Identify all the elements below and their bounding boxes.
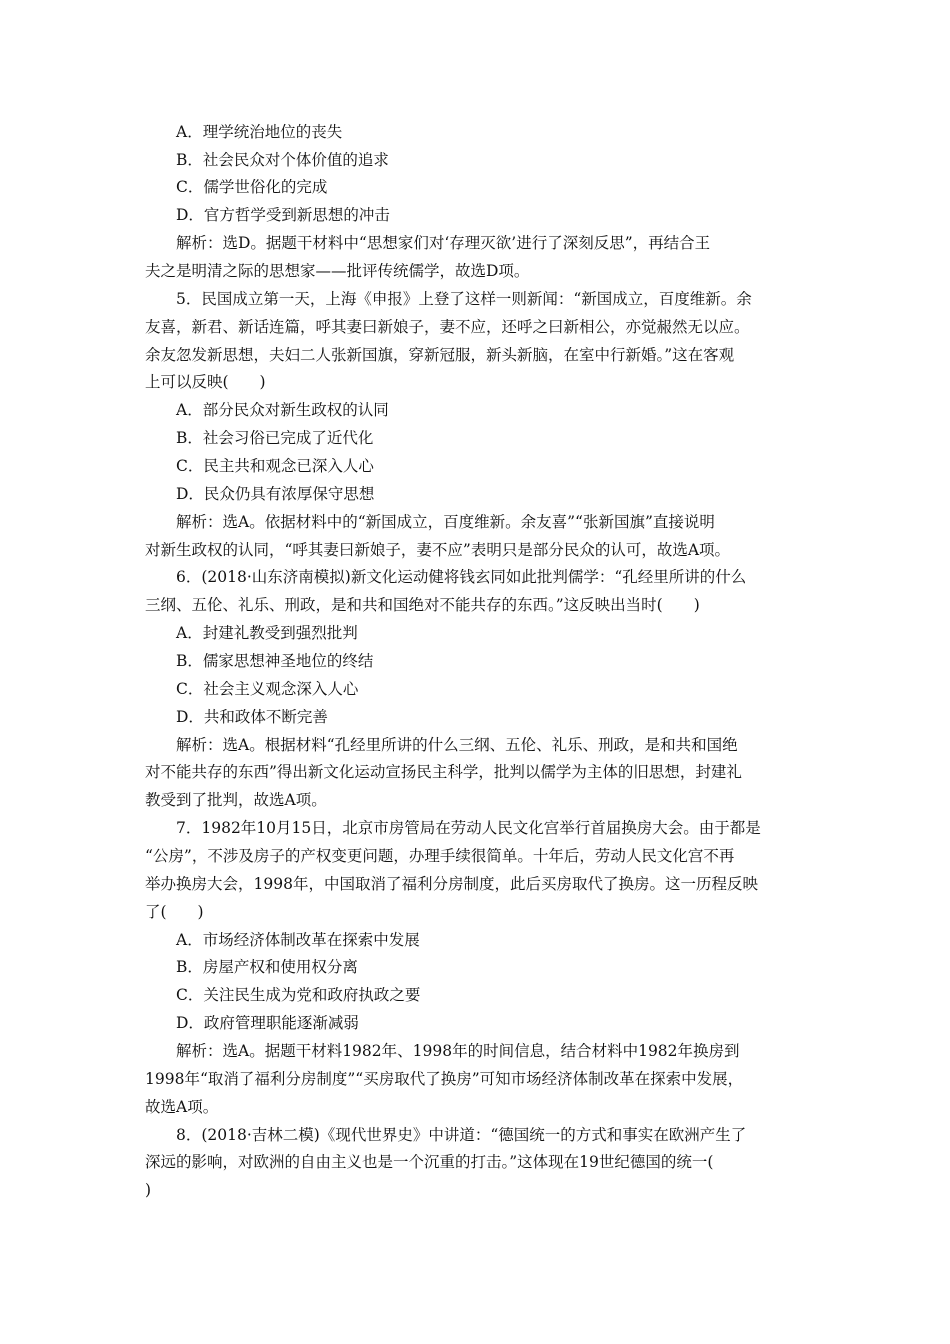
text-line: C．民主共和观念已深入人心 — [176, 457, 374, 475]
text-line: D．官方哲学受到新思想的冲击 — [176, 206, 390, 224]
text-line: 解析：选A。根据材料“孔经里所讲的什么三纲、五伦、礼乐、刑政，是和共和国绝 — [176, 736, 738, 754]
text-line: 8．(2018·吉林二模)《现代世界史》中讲道：“德国统一的方式和事实在欧洲产生了 — [176, 1126, 747, 1144]
text-line: 三纲、五伦、礼乐、刑政，是和共和国绝对不能共存的东西。”这反映出当时( ) — [145, 596, 700, 614]
text-line: A．理学统治地位的丧失 — [176, 123, 343, 141]
text-line: 举办换房大会，1998年，中国取消了福利分房制度，此后买房取代了换房。这一历程反映 — [145, 875, 758, 893]
text-line: A．部分民众对新生政权的认同 — [176, 401, 389, 419]
text-line: 教受到了批判，故选A项。 — [145, 791, 327, 809]
text-line: A．封建礼教受到强烈批判 — [176, 624, 358, 642]
text-line: 友喜，新君、新话连篇，呼其妻曰新娘子，妻不应，还呼之曰新相公，亦觉赧然无以应。 — [145, 318, 750, 336]
text-line: 了( ) — [145, 903, 204, 921]
text-line: D．政府管理职能逐渐减弱 — [176, 1014, 359, 1032]
text-line: 5．民国成立第一天，上海《申报》上登了这样一则新闻：“新国成立，百度维新。余 — [176, 290, 752, 308]
text-line: 余友忽发新思想，夫妇二人张新国旗，穿新冠服，新头新脑，在室中行新婚。”这在客观 — [145, 346, 735, 364]
text-line: 深远的影响，对欧洲的自由主义也是一个沉重的打击。”这体现在19世纪德国的统一( — [145, 1153, 714, 1171]
text-line: C．关注民生成为党和政府执政之要 — [176, 986, 421, 1004]
text-line: B．儒家思想神圣地位的终结 — [176, 652, 374, 670]
text-line: B．房屋产权和使用权分离 — [176, 958, 358, 976]
text-line: D．民众仍具有浓厚保守思想 — [176, 485, 375, 503]
text-line: “公房”，不涉及房子的产权变更问题，办理手续很简单。十年后，劳动人民文化宫不再 — [145, 847, 735, 865]
text-line: C．社会主义观念深入人心 — [176, 680, 359, 698]
text-line: 故选A项。 — [145, 1098, 219, 1116]
text-line: ) — [145, 1181, 152, 1199]
text-line: C．儒学世俗化的完成 — [176, 178, 328, 196]
text-line: 解析：选D。据题干材料中“思想家们对‘存理灭欲’进行了深刻反思”，再结合王 — [176, 234, 711, 252]
text-line: 1998年“取消了福利分房制度”“买房取代了换房”可知市场经济体制改革在探索中发展， — [145, 1070, 744, 1088]
text-line: 6．(2018·山东济南模拟)新文化运动健将钱玄同如此批判儒学：“孔经里所讲的什么 — [176, 568, 747, 586]
text-line: B．社会民众对个体价值的追求 — [176, 151, 389, 169]
text-line: 对不能共存的东西”得出新文化运动宣扬民主科学，批判以儒学为主体的旧思想，封建礼 — [145, 763, 742, 781]
text-line: 对新生政权的认同，“呼其妻曰新娘子，妻不应”表明只是部分民众的认可，故选A项。 — [145, 541, 731, 559]
text-line: 夫之是明清之际的思想家——批评传统儒学，故选D项。 — [145, 262, 530, 280]
text-line: 上可以反映( ) — [145, 373, 266, 391]
text-line: D．共和政体不断完善 — [176, 708, 328, 726]
text-line: A．市场经济体制改革在探索中发展 — [176, 931, 420, 949]
text-line: 解析：选A。依据材料中的“新国成立，百度维新。余友喜”“张新国旗”直接说明 — [176, 513, 715, 531]
text-line: 7．1982年10月15日，北京市房管局在劳动人民文化宫举行首届换房大会。由于都是 — [176, 819, 761, 837]
text-line: B．社会习俗已完成了近代化 — [176, 429, 374, 447]
text-line: 解析：选A。据题干材料1982年、1998年的时间信息，结合材料中1982年换房到 — [176, 1042, 740, 1060]
